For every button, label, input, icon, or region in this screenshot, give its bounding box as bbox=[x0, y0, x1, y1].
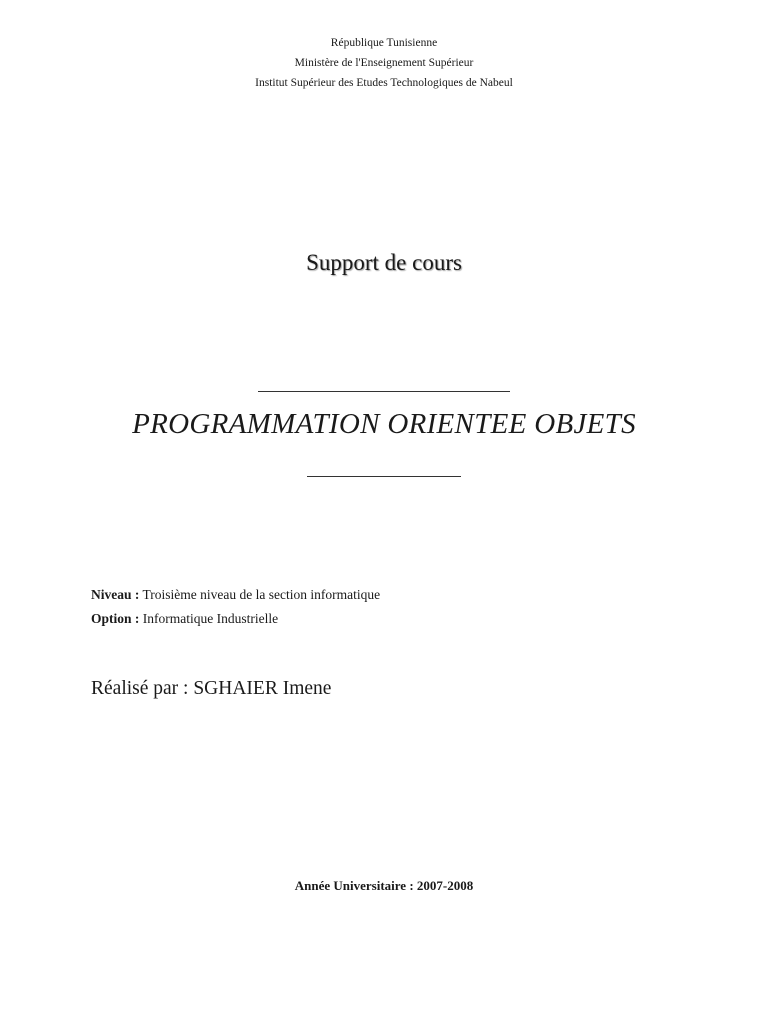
option-label: Option : bbox=[91, 611, 140, 626]
author-line: Réalisé par : SGHAIER Imene bbox=[91, 678, 332, 699]
document-type-heading: Support de cours bbox=[306, 250, 462, 275]
option-line bbox=[91, 610, 278, 627]
course-title: PROGRAMMATION ORIENTEE OBJETS bbox=[132, 408, 636, 440]
niveau-line bbox=[91, 586, 380, 603]
niveau-value: Troisième niveau de la section informatique bbox=[142, 587, 381, 602]
title-rule-bottom bbox=[307, 476, 461, 477]
header-republic: République Tunisienne bbox=[330, 37, 438, 49]
niveau-label: Niveau : bbox=[91, 587, 140, 602]
header-ministry: Ministère de l'Enseignement Supérieur bbox=[294, 57, 474, 69]
title-rule-top bbox=[258, 391, 510, 392]
academic-year: Année Universitaire : 2007-2008 bbox=[294, 878, 474, 893]
option-value: Informatique Industrielle bbox=[142, 611, 279, 626]
header-institute: Institut Supérieur des Etudes Technologiques de Nabeul bbox=[255, 77, 513, 89]
